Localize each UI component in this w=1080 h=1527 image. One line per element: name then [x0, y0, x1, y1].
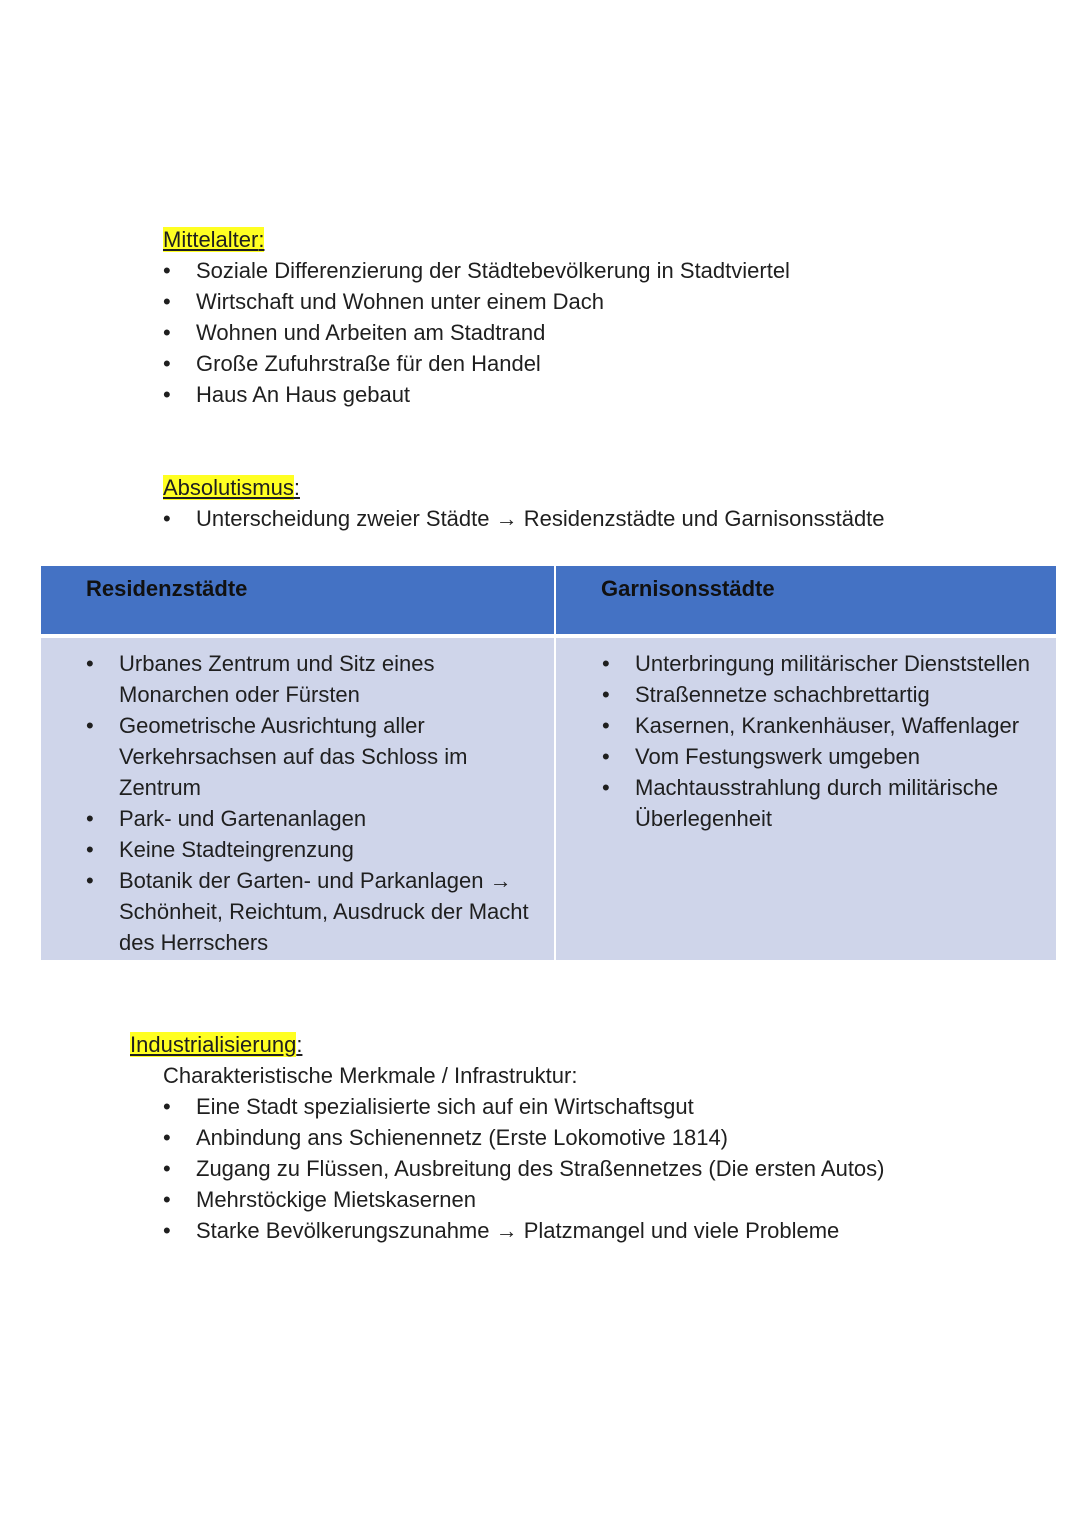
- heading-colon: :: [296, 1032, 303, 1057]
- list-item: • Große Zufuhrstraße für den Handel: [163, 348, 790, 379]
- item-text: Residenzstädte und Garnisonsstädte: [523, 506, 885, 531]
- comparison-table: [41, 566, 1056, 960]
- list-item: • Kasernen, Krankenhäuser, Waffenlager: [602, 710, 1046, 741]
- heading-mittelalter-text: Mittelalter: [163, 227, 259, 252]
- item-text: Schönheit, Reichtum, Ausdruck der Macht des Herrschers: [119, 899, 529, 955]
- table-row: [41, 636, 1056, 960]
- section-absolutismus: [163, 473, 885, 534]
- arrow-right-icon: →: [495, 506, 518, 531]
- list-item: • Unterbringung militärischer Dienststellen: [602, 648, 1046, 679]
- list-item: • Geometrische Ausrichtung aller Verkehrsachsen auf das Schloss im Zentrum: [86, 710, 544, 803]
- heading-industrialisierung-text: Industrialisierung: [130, 1032, 297, 1057]
- arrow-right-icon: →: [495, 1218, 518, 1243]
- list-item: • Zugang zu Flüssen, Ausbreitung des Straßennetzes (Die ersten Autos): [163, 1153, 885, 1184]
- list-item: • Haus An Haus gebaut: [163, 379, 790, 410]
- heading-absolutismus-text: Absolutismus: [163, 475, 294, 500]
- heading-absolutismus: [163, 473, 300, 503]
- item-text: Botanik der Garten- und Parkanlagen: [119, 868, 484, 893]
- heading-colon: :: [258, 227, 265, 252]
- cell-residenzstaedte: [41, 636, 555, 960]
- list-item: • Eine Stadt spezialisierte sich auf ein Wirtschaftsgut: [163, 1091, 885, 1122]
- mittelalter-list: [163, 255, 790, 410]
- section-mittelalter: [163, 225, 790, 410]
- column-header-residenzstaedte: Residenzstädte: [41, 566, 555, 636]
- heading-industrialisierung: [130, 1030, 302, 1060]
- subheading-merkmale: Charakteristische Merkmale / Infrastruktur:: [163, 1063, 578, 1088]
- heading-colon: :: [293, 475, 300, 500]
- list-item: • Vom Festungswerk umgeben: [602, 741, 1046, 772]
- list-item: • Wirtschaft und Wohnen unter einem Dach: [163, 286, 790, 317]
- table-header-row: [41, 566, 1056, 636]
- list-item: [163, 1215, 885, 1246]
- column-header-garnisonsstaedte: Garnisonsstädte: [555, 566, 1056, 636]
- list-item: • Keine Stadteingrenzung: [86, 834, 544, 865]
- list-item: • Straßennetze schachbrettartig: [602, 679, 1046, 710]
- list-item: • Soziale Differenzierung der Städtebevölkerung in Stadtviertel: [163, 255, 790, 286]
- list-item: • Mehrstöckige Mietskasernen: [163, 1184, 885, 1215]
- item-text: Starke Bevölkerungszunahme: [196, 1218, 490, 1243]
- list-item: • Machtausstrahlung durch militärische Überlegenheit: [602, 772, 1046, 834]
- arrow-right-icon: →: [489, 868, 512, 893]
- cell-garnisonsstaedte: [555, 636, 1056, 960]
- item-text: Platzmangel und viele Probleme: [523, 1218, 840, 1243]
- section-industrialisierung: [130, 1030, 885, 1246]
- list-item: [86, 865, 544, 958]
- list-item: • Anbindung ans Schienennetz (Erste Lokomotive 1814): [163, 1122, 885, 1153]
- list-item: • Urbanes Zentrum und Sitz eines Monarchen oder Fürsten: [86, 648, 544, 710]
- list-item: • Park- und Gartenanlagen: [86, 803, 544, 834]
- list-item: [163, 503, 885, 534]
- industrialisierung-list: [163, 1091, 885, 1246]
- garnison-list: [602, 648, 1046, 834]
- heading-mittelalter: [163, 225, 264, 255]
- absolutismus-list: [163, 503, 885, 534]
- residenz-list: [86, 648, 544, 958]
- list-item: • Wohnen und Arbeiten am Stadtrand: [163, 317, 790, 348]
- item-text: Unterscheidung zweier Städte: [196, 506, 490, 531]
